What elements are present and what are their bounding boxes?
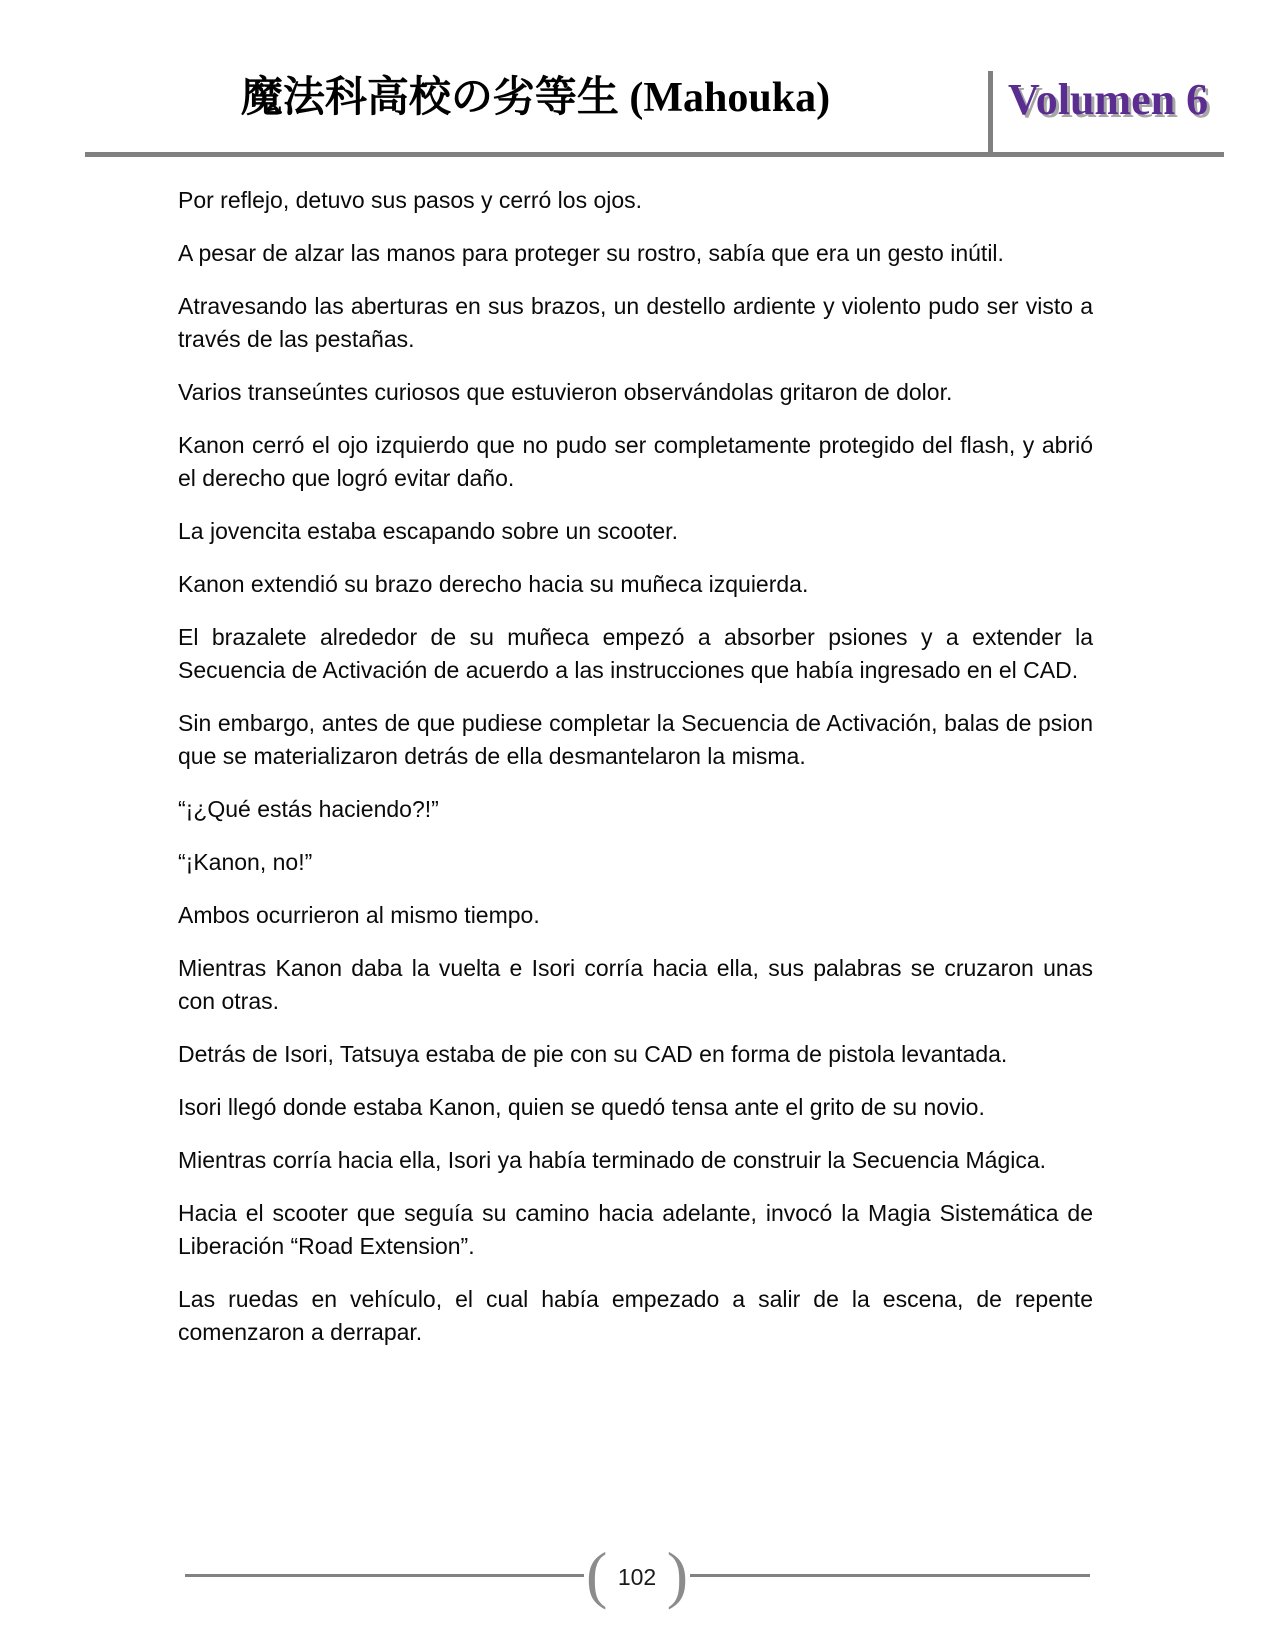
- body-paragraph: Kanon cerró el ojo izquierdo que no pudo ser completamente protegido del flash, y abrió el derecho que logró evitar daño.: [178, 432, 1093, 491]
- page-number: 102: [617, 1564, 657, 1590]
- body-paragraph: “¡Kanon, no!”: [178, 849, 313, 875]
- right-bracket-decoration: ): [666, 1539, 688, 1610]
- body-paragraph: “¡¿Qué estás haciendo?!”: [178, 796, 439, 822]
- body-paragraph: Detrás de Isori, Tatsuya estaba de pie con su CAD en forma de pistola levantada.: [178, 1041, 1008, 1067]
- body-paragraph: Por reflejo, detuvo sus pasos y cerró los ojos.: [178, 187, 643, 213]
- page-number-badge: [584, 1539, 690, 1610]
- body-paragraph: El brazalete alrededor de su muñeca empezó a absorber psiones y a extender la Secuencia de Activación de acuerdo a las instrucciones que había ingresado en el CAD.: [178, 624, 1093, 683]
- body-paragraph: La jovencita estaba escapando sobre un scooter.: [178, 518, 678, 544]
- body-paragraph: Hacia el scooter que seguía su camino hacia adelante, invocó la Magia Sistemática de Liberación “Road Extension”.: [178, 1200, 1093, 1259]
- body-paragraph: Kanon extendió su brazo derecho hacia su muñeca izquierda.: [178, 571, 809, 597]
- body-paragraph: Ambos ocurrieron al mismo tiempo.: [178, 902, 540, 928]
- body-paragraph: Atravesando las aberturas en sus brazos, un destello ardiente y violento pudo ser visto a través de las pestañas.: [178, 293, 1093, 352]
- left-bracket-decoration: (: [586, 1539, 608, 1610]
- body-paragraph: Mientras corría hacia ella, Isori ya había terminado de construir la Secuencia Mágica.: [178, 1147, 1047, 1173]
- body-paragraph: Varios transeúntes curiosos que estuvieron observándolas gritaron de dolor.: [178, 379, 953, 405]
- body-paragraph: Las ruedas en vehículo, el cual había empezado a salir de la escena, de repente comenzaron a derrapar.: [178, 1286, 1093, 1345]
- body-paragraphs: [178, 184, 1093, 1369]
- body-paragraph: Mientras Kanon daba la vuelta e Isori corría hacia ella, sus palabras se cruzaron unas con otras.: [178, 955, 1093, 1014]
- body-paragraph: A pesar de alzar las manos para proteger su rostro, sabía que era un gesto inútil.: [178, 240, 1004, 266]
- header-vertical-divider: [988, 71, 993, 154]
- header-horizontal-rule: [85, 152, 1224, 157]
- body-paragraph: Isori llegó donde estaba Kanon, quien se quedó tensa ante el grito de su novio.: [178, 1094, 985, 1120]
- volume-label: Volumen 6: [1008, 75, 1209, 124]
- page-title: 魔法科高校の劣等生 (Mahouka): [240, 75, 831, 121]
- body-paragraph: Sin embargo, antes de que pudiese completar la Secuencia de Activación, balas de psion que se materializaron detrás de ella desmantelaron la misma.: [178, 710, 1093, 769]
